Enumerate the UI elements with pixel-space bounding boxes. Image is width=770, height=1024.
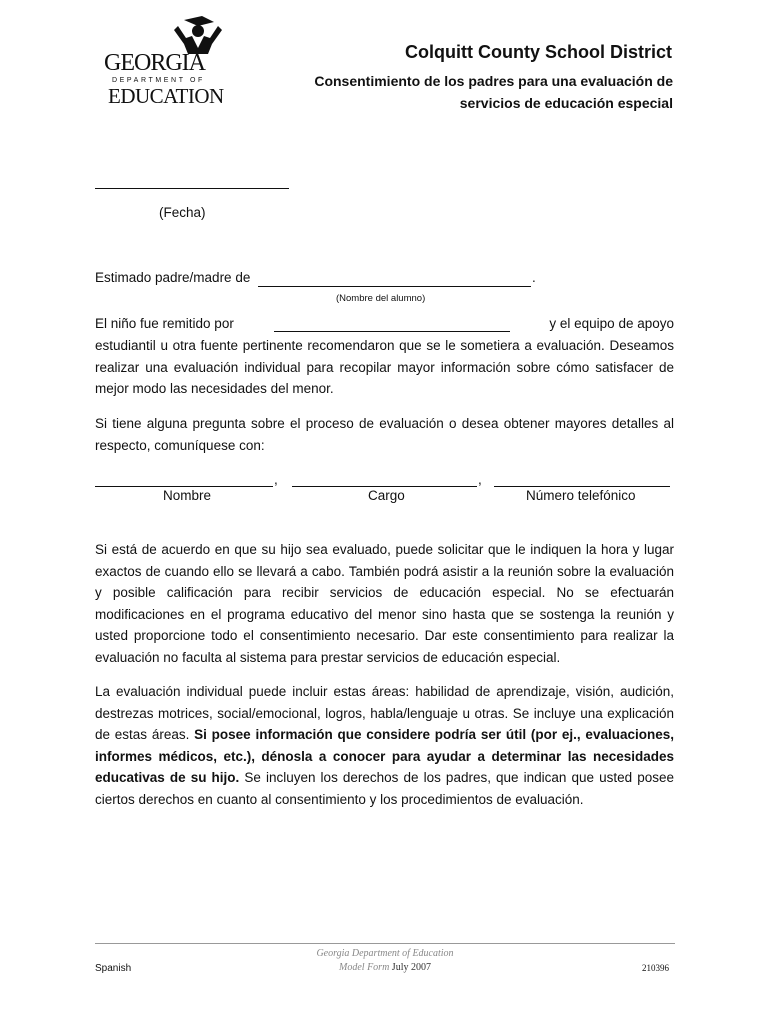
footer-divider — [95, 943, 675, 944]
contact-position-label: Cargo — [368, 488, 405, 503]
contact-phone-label: Número telefónico — [526, 488, 636, 503]
salutation-text: Estimado padre/madre de — [95, 270, 251, 285]
form-subtitle-line2: servicios de educación especial — [459, 95, 673, 111]
referral-text-start: El niño fue remitido por — [95, 316, 234, 331]
logo-georgia-text: GEORGIA — [104, 50, 205, 76]
footer-date: July 2007 — [391, 962, 431, 973]
comma-separator: , — [274, 472, 278, 487]
footer-org: Georgia Department of Education — [316, 948, 454, 959]
contact-phone-field-line[interactable] — [494, 486, 670, 487]
contact-position-field-line[interactable] — [292, 486, 477, 487]
parent-rights-text: Se incluyen los derechos de los padres, que indican que usted posee ciertos derechos en cuanto al consentimiento y los procedimientos de evaluación. — [95, 770, 674, 807]
contact-name-field-line[interactable] — [95, 486, 273, 487]
evaluation-areas-text: La evaluación individual puede incluir estas áreas: habilidad de aprendizaje, visión, audición, destrezas motrices, social/emocional, logros, habla/lenguaje u otras. Se incluye una explicación de estas áreas. — [95, 684, 674, 742]
referral-paragraph: estudiantil u otra fuente pertinente recomendaron que se le sometiera a evaluación. Deseamos realizar una evaluación individual para recopilar mayor información sobre cómo satisfacer de mejor modo las necesidades del menor. — [95, 338, 674, 396]
questions-paragraph: Si tiene alguna pregunta sobre el proceso de evaluación o desea obtener mayores detalles al respecto, comuníquese con: — [95, 416, 674, 453]
evaluation-areas-paragraph — [95, 681, 674, 810]
district-title: Colquitt County School District — [405, 42, 672, 62]
consent-info-paragraph: Si está de acuerdo en que su hijo sea evaluado, puede solicitar que le indiquen la hora y lugar exactos de cuando ello se llevará a cabo. También podrá asistir a la reunión sobre la evaluación y posible calificación para recibir servicios de educación especial. No se efectuarán modificaciones en el programa educativo del menor sino hasta que se sostenga la reunión y usted proporcione todo el consentimiento necesario. Dar este consentimiento para realizar la evaluación no faculta al sistema para prestar servicios de educación especial. — [95, 542, 674, 665]
salutation-period: . — [532, 270, 536, 285]
graduation-cap-icon — [184, 16, 214, 26]
form-subtitle-line1: Consentimiento de los padres para una evaluación de — [314, 73, 673, 89]
contact-name-label: Nombre — [163, 488, 212, 503]
footer-language: Spanish — [95, 963, 132, 974]
figure-head-icon — [192, 25, 204, 37]
logo-department-text: DEPARTMENT OF — [112, 77, 205, 84]
date-label: (Fecha) — [159, 205, 206, 220]
logo-education-text: EDUCATION — [108, 84, 224, 108]
date-field-line[interactable] — [95, 188, 289, 189]
referred-by-field-line[interactable] — [274, 331, 510, 332]
comma-separator: , — [478, 472, 482, 487]
student-name-field-line[interactable] — [258, 286, 531, 287]
footer-form-code: 210396 — [642, 963, 669, 973]
footer-model-form-label: Model Form — [339, 962, 390, 973]
student-name-label: (Nombre del alumno) — [336, 293, 426, 304]
form-subtitle — [314, 70, 673, 114]
referral-text-end: y el equipo de apoyo — [549, 316, 674, 331]
evaluation-areas-bold-text: Si posee información que considere podría ser útil (por ej., evaluaciones, informes médicos, etc.), dénosla a conocer para ayudar a determinar las necesidades educativas de su hijo. — [95, 727, 674, 785]
